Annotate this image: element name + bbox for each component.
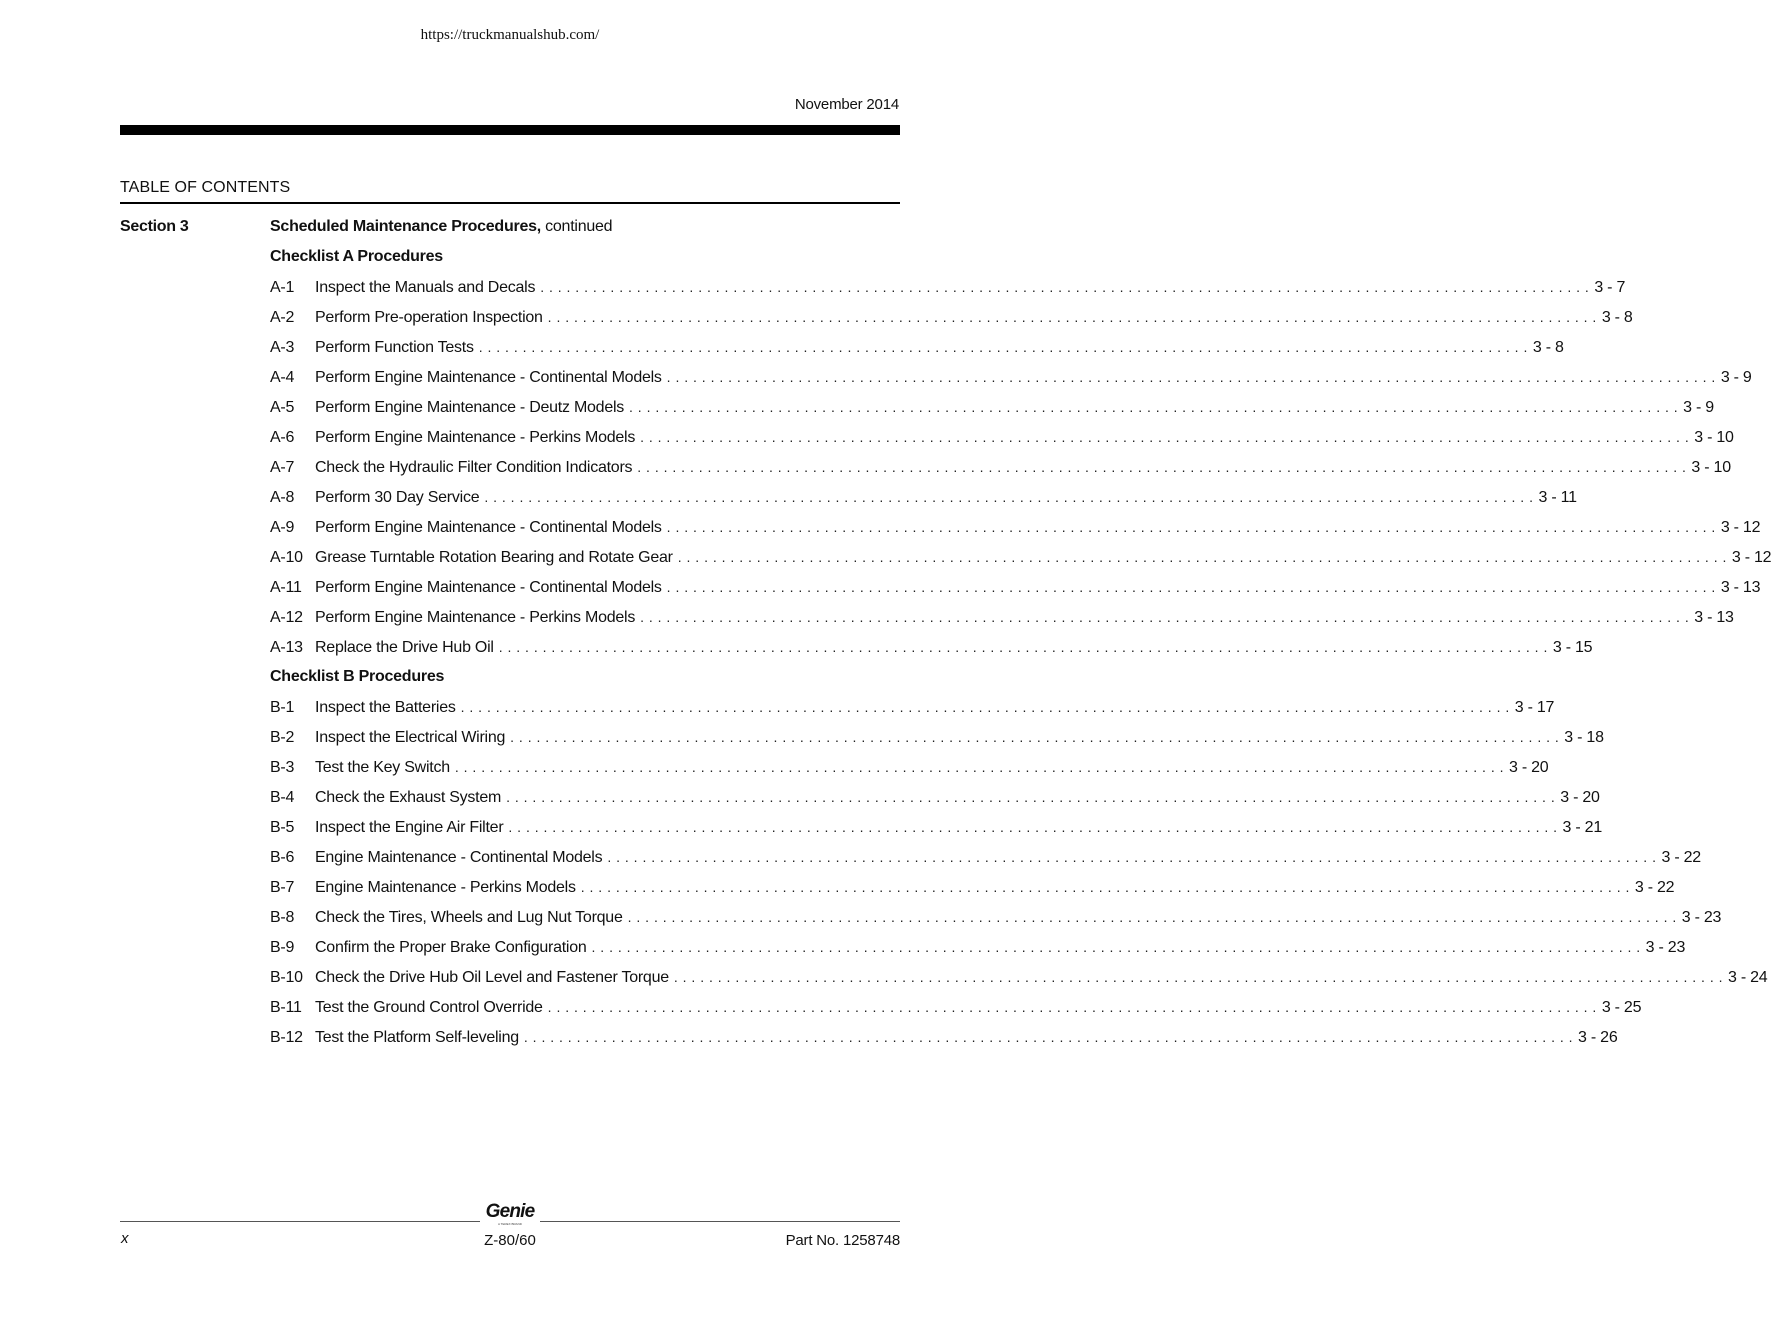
entry-code: A-2 xyxy=(270,309,295,326)
entry-code: B-11 xyxy=(270,999,302,1016)
entry-code: A-6 xyxy=(270,429,295,446)
toc-entry[interactable] xyxy=(270,722,1604,752)
toc-entry[interactable] xyxy=(270,842,1701,872)
toc-entry[interactable] xyxy=(270,512,1761,542)
entry-page: 3 - 25 xyxy=(1601,999,1642,1016)
entry-title: Perform Function Tests xyxy=(315,339,474,356)
toc-entry[interactable] xyxy=(270,962,1768,992)
entry-page: 3 - 12 xyxy=(1720,519,1761,536)
entry-title: Perform Engine Maintenance - Perkins Models xyxy=(315,429,636,446)
toc-heading: TABLE OF CONTENTS xyxy=(120,179,291,196)
dot-leader: . . . . . . . . . . . . . . . . . . . . . . . . . . . . . . . . . . . . . . . . . . . . . . . . . . . . . . . . . . . . . . . . . . . . . . . . . . . . . . . . . . . . . . . . . . . . . . . . . . . . . . . . . . . . . . . . . . . . . . . . xyxy=(498,639,1548,655)
dot-leader: . . . . . . . . . . . . . . . . . . . . . . . . . . . . . . . . . . . . . . . . . . . . . . . . . . . . . . . . . . . . . . . . . . . . . . . . . . . . . . . . . . . . . . . . . . . . . . . . . . . . . . . . . . . . . . . . . . . . . . . . xyxy=(508,819,1558,835)
entry-page: 3 - 11 xyxy=(1538,489,1577,506)
dot-leader: . . . . . . . . . . . . . . . . . . . . . . . . . . . . . . . . . . . . . . . . . . . . . . . . . . . . . . . . . . . . . . . . . . . . . . . . . . . . . . . . . . . . . . . . . . . . . . . . . . . . . . . . . . . . . . . . . . . . . . . . xyxy=(640,609,1690,625)
entry-title: Check the Exhaust System xyxy=(315,789,502,806)
dot-leader: . . . . . . . . . . . . . . . . . . . . . . . . . . . . . . . . . . . . . . . . . . . . . . . . . . . . . . . . . . . . . . . . . . . . . . . . . . . . . . . . . . . . . . . . . . . . . . . . . . . . . . . . . . . . . . . . . . . . . . . . xyxy=(506,789,1556,805)
entry-page: 3 - 7 xyxy=(1594,279,1626,296)
entry-page: 3 - 24 xyxy=(1728,969,1768,986)
entry-page: 3 - 9 xyxy=(1683,399,1714,416)
page-number: x xyxy=(121,1230,129,1247)
entry-title: Replace the Drive Hub Oil xyxy=(315,639,494,656)
entry-code: B-5 xyxy=(270,819,295,836)
dot-leader: . . . . . . . . . . . . . . . . . . . . . . . . . . . . . . . . . . . . . . . . . . . . . . . . . . . . . . . . . . . . . . . . . . . . . . . . . . . . . . . . . . . . . . . . . . . . . . . . . . . . . . . . . . . . . . . . . . . . . . . . xyxy=(547,999,1597,1015)
entry-page: 3 - 10 xyxy=(1694,429,1734,446)
entry-page: 3 - 13 xyxy=(1694,609,1734,626)
entry-title: Perform Engine Maintenance - Continental Models xyxy=(315,369,662,386)
entry-page: 3 - 18 xyxy=(1564,729,1604,746)
entry-code: A-11 xyxy=(270,579,302,596)
footer-rule-left xyxy=(120,1221,480,1222)
source-url: https://truckmanualshub.com/ xyxy=(420,27,600,43)
header-bar xyxy=(120,125,900,135)
entry-title: Inspect the Engine Air Filter xyxy=(315,819,504,836)
entry-page: 3 - 15 xyxy=(1552,639,1593,656)
entry-title: Check the Drive Hub Oil Level and Fastener Torque xyxy=(315,969,669,986)
dot-leader: . . . . . . . . . . . . . . . . . . . . . . . . . . . . . . . . . . . . . . . . . . . . . . . . . . . . . . . . . . . . . . . . . . . . . . . . . . . . . . . . . . . . . . . . . . . . . . . . . . . . . . . . . . . . . . . . . . . . . . . . xyxy=(510,729,1560,745)
toc-entry[interactable] xyxy=(270,302,1633,332)
entry-code: A-13 xyxy=(270,639,303,656)
entry-title: Engine Maintenance - Perkins Models xyxy=(315,879,576,896)
entry-page: 3 - 23 xyxy=(1681,909,1722,926)
toc-entry[interactable] xyxy=(270,572,1761,602)
entry-code: A-9 xyxy=(270,519,295,536)
entry-page: 3 - 20 xyxy=(1560,789,1600,806)
entry-title: Check the Tires, Wheels and Lug Nut Torque xyxy=(315,909,623,926)
entry-page: 3 - 22 xyxy=(1661,849,1701,866)
publication-date: November 2014 xyxy=(794,96,899,113)
dot-leader: . . . . . . . . . . . . . . . . . . . . . . . . . . . . . . . . . . . . . . . . . . . . . . . . . . . . . . . . . . . . . . . . . . . . . . . . . . . . . . . . . . . . . . . . . . . . . . . . . . . . . . . . . . . . . . . . . . . . . . . . xyxy=(627,909,1677,925)
entry-title: Test the Key Switch xyxy=(315,759,450,776)
entry-code: B-9 xyxy=(270,939,295,956)
genie-logo xyxy=(480,1202,540,1226)
dot-leader: . . . . . . . . . . . . . . . . . . . . . . . . . . . . . . . . . . . . . . . . . . . . . . . . . . . . . . . . . . . . . . . . . . . . . . . . . . . . . . . . . . . . . . . . . . . . . . . . . . . . . . . . . . . . . . . . . . . . . . . . xyxy=(460,699,1510,715)
entry-page: 3 - 8 xyxy=(1532,339,1564,356)
toc-entry[interactable] xyxy=(270,602,1734,632)
dot-leader: . . . . . . . . . . . . . . . . . . . . . . . . . . . . . . . . . . . . . . . . . . . . . . . . . . . . . . . . . . . . . . . . . . . . . . . . . . . . . . . . . . . . . . . . . . . . . . . . . . . . . . . . . . . . . . . . . . . . . . . . xyxy=(523,1029,1574,1045)
entry-page: 3 - 22 xyxy=(1634,879,1675,896)
toc-divider xyxy=(120,202,900,204)
dot-leader: . . . . . . . . . . . . . . . . . . . . . . . . . . . . . . . . . . . . . . . . . . . . . . . . . . . . . . . . . . . . . . . . . . . . . . . . . . . . . . . . . . . . . . . . . . . . . . . . . . . . . . . . . . . . . . . . . . . . . . . . xyxy=(640,429,1690,445)
entry-page: 3 - 9 xyxy=(1720,369,1752,386)
toc-entry[interactable] xyxy=(270,992,1642,1022)
entry-code: B-2 xyxy=(270,729,295,746)
section-title: Scheduled Maintenance Procedures, xyxy=(270,218,541,235)
entry-code: B-12 xyxy=(270,1029,303,1046)
toc-entry[interactable] xyxy=(270,542,1771,572)
entry-code: B-6 xyxy=(270,849,295,866)
entry-code: A-1 xyxy=(270,279,295,296)
entry-code: A-10 xyxy=(270,549,303,566)
dot-leader: . . . . . . . . . . . . . . . . . . . . . . . . . . . . . . . . . . . . . . . . . . . . . . . . . . . . . . . . . . . . . . . . . . . . . . . . . . . . . . . . . . . . . . . . . . . . . . . . . . . . . . . . . . . . . . . . . . . . . . . . xyxy=(677,549,1727,565)
footer-rule-right xyxy=(540,1221,900,1222)
dot-leader: . . . . . . . . . . . . . . . . . . . . . . . . . . . . . . . . . . . . . . . . . . . . . . . . . . . . . . . . . . . . . . . . . . . . . . . . . . . . . . . . . . . . . . . . . . . . . . . . . . . . . . . . . . . . . . . . . . . . . . . . xyxy=(666,519,1716,535)
toc-groups xyxy=(270,242,1771,1052)
entry-page: 3 - 17 xyxy=(1514,699,1555,716)
dot-leader: . . . . . . . . . . . . . . . . . . . . . . . . . . . . . . . . . . . . . . . . . . . . . . . . . . . . . . . . . . . . . . . . . . . . . . . . . . . . . . . . . . . . . . . . . . . . . . . . . . . . . . . . . . . . . . . . . . . . . . . . xyxy=(580,879,1630,895)
entry-title: Grease Turntable Rotation Bearing and Rotate Gear xyxy=(315,549,673,566)
entry-title: Perform Pre-operation Inspection xyxy=(315,309,543,326)
entry-code: B-3 xyxy=(270,759,295,776)
entry-title: Inspect the Manuals and Decals xyxy=(315,279,536,296)
entry-title: Engine Maintenance - Continental Models xyxy=(315,849,603,866)
toc-entry[interactable] xyxy=(270,422,1734,452)
entry-code: B-10 xyxy=(270,969,303,986)
entry-title: Perform Engine Maintenance - Deutz Models xyxy=(315,399,625,416)
entry-title: Inspect the Batteries xyxy=(315,699,456,716)
toc-entry[interactable] xyxy=(270,272,1626,302)
dot-leader: . . . . . . . . . . . . . . . . . . . . . . . . . . . . . . . . . . . . . . . . . . . . . . . . . . . . . . . . . . . . . . . . . . . . . . . . . . . . . . . . . . . . . . . . . . . . . . . . . . . . . . . . . . . . . . . . . . . . . . . . xyxy=(484,489,1534,505)
entry-title: Perform Engine Maintenance - Continental Models xyxy=(315,579,662,596)
entry-page: 3 - 21 xyxy=(1562,819,1602,836)
entry-page: 3 - 8 xyxy=(1601,309,1633,326)
toc-entry[interactable] xyxy=(270,782,1600,812)
entry-code: A-8 xyxy=(270,489,295,506)
dot-leader: . . . . . . . . . . . . . . . . . . . . . . . . . . . . . . . . . . . . . . . . . . . . . . . . . . . . . . . . . . . . . . . . . . . . . . . . . . . . . . . . . . . . . . . . . . . . . . . . . . . . . . . . . . . . . . . . . . . . . . . . xyxy=(547,309,1597,325)
entry-title: Perform Engine Maintenance - Perkins Models xyxy=(315,609,636,626)
checklist-heading: Checklist A Procedures xyxy=(270,248,443,265)
toc-entry[interactable] xyxy=(270,452,1731,482)
toc-entry[interactable] xyxy=(270,332,1564,362)
entry-code: A-3 xyxy=(270,339,295,356)
toc-entry[interactable] xyxy=(270,752,1549,782)
entry-page: 3 - 10 xyxy=(1691,459,1731,476)
entry-code: A-5 xyxy=(270,399,295,416)
entry-title: Inspect the Electrical Wiring xyxy=(315,729,506,746)
entry-code: B-4 xyxy=(270,789,295,806)
toc-content xyxy=(270,212,1771,1052)
checklist-heading: Checklist B Procedures xyxy=(270,668,445,685)
toc-entry[interactable] xyxy=(270,632,1593,662)
entry-title: Perform 30 Day Service xyxy=(315,489,480,506)
toc-entry[interactable] xyxy=(270,902,1722,932)
entry-title: Test the Platform Self-leveling xyxy=(315,1029,519,1046)
entry-code: B-1 xyxy=(270,699,295,716)
logo-wordmark: Genie xyxy=(485,1201,535,1222)
section-continued: continued xyxy=(540,218,613,235)
toc-entry[interactable] xyxy=(270,872,1675,902)
dot-leader: . . . . . . . . . . . . . . . . . . . . . . . . . . . . . . . . . . . . . . . . . . . . . . . . . . . . . . . . . . . . . . . . . . . . . . . . . . . . . . . . . . . . . . . . . . . . . . . . . . . . . . . . . . . . . . . . . . . . . . . . xyxy=(666,369,1716,385)
dot-leader: . . . . . . . . . . . . . . . . . . . . . . . . . . . . . . . . . . . . . . . . . . . . . . . . . . . . . . . . . . . . . . . . . . . . . . . . . . . . . . . . . . . . . . . . . . . . . . . . . . . . . . . . . . . . . . . . . . . . . . . . xyxy=(454,759,1505,775)
entry-title: Confirm the Proper Brake Configuration xyxy=(315,939,587,956)
entry-title: Test the Ground Control Override xyxy=(315,999,543,1016)
toc-entry[interactable] xyxy=(270,482,1577,512)
toc-entry[interactable] xyxy=(270,932,1686,962)
dot-leader: . . . . . . . . . . . . . . . . . . . . . . . . . . . . . . . . . . . . . . . . . . . . . . . . . . . . . . . . . . . . . . . . . . . . . . . . . . . . . . . . . . . . . . . . . . . . . . . . . . . . . . . . . . . . . . . . . . . . . . . . xyxy=(666,579,1716,595)
entry-page: 3 - 23 xyxy=(1645,939,1686,956)
entry-code: A-4 xyxy=(270,369,295,386)
entry-title: Check the Hydraulic Filter Condition Indicators xyxy=(315,459,633,476)
entry-page: 3 - 13 xyxy=(1720,579,1761,596)
entry-code: B-8 xyxy=(270,909,295,926)
entry-code: B-7 xyxy=(270,879,295,896)
entry-code: A-7 xyxy=(270,459,295,476)
dot-leader: . . . . . . . . . . . . . . . . . . . . . . . . . . . . . . . . . . . . . . . . . . . . . . . . . . . . . . . . . . . . . . . . . . . . . . . . . . . . . . . . . . . . . . . . . . . . . . . . . . . . . . . . . . . . . . . . . . . . . . . . xyxy=(591,939,1641,955)
toc-entry[interactable] xyxy=(270,362,1752,392)
dot-leader: . . . . . . . . . . . . . . . . . . . . . . . . . . . . . . . . . . . . . . . . . . . . . . . . . . . . . . . . . . . . . . . . . . . . . . . . . . . . . . . . . . . . . . . . . . . . . . . . . . . . . . . . . . . . . . . . . . . . . . . . xyxy=(607,849,1657,865)
dot-leader: . . . . . . . . . . . . . . . . . . . . . . . . . . . . . . . . . . . . . . . . . . . . . . . . . . . . . . . . . . . . . . . . . . . . . . . . . . . . . . . . . . . . . . . . . . . . . . . . . . . . . . . . . . . . . . . . . . . . . . . . xyxy=(637,459,1687,475)
dot-leader: . . . . . . . . . . . . . . . . . . . . . . . . . . . . . . . . . . . . . . . . . . . . . . . . . . . . . . . . . . . . . . . . . . . . . . . . . . . . . . . . . . . . . . . . . . . . . . . . . . . . . . . . . . . . . . . . . . . . . . . . xyxy=(673,969,1724,985)
model-number: Z-80/60 xyxy=(484,1232,536,1249)
entry-code: A-12 xyxy=(270,609,303,626)
dot-leader: . . . . . . . . . . . . . . . . . . . . . . . . . . . . . . . . . . . . . . . . . . . . . . . . . . . . . . . . . . . . . . . . . . . . . . . . . . . . . . . . . . . . . . . . . . . . . . . . . . . . . . . . . . . . . . . . . . . . . . . . xyxy=(540,279,1590,295)
toc-entry[interactable] xyxy=(270,392,1714,422)
dot-leader: . . . . . . . . . . . . . . . . . . . . . . . . . . . . . . . . . . . . . . . . . . . . . . . . . . . . . . . . . . . . . . . . . . . . . . . . . . . . . . . . . . . . . . . . . . . . . . . . . . . . . . . . . . . . . . . . . . . . . . . . xyxy=(629,399,1679,415)
part-number: Part No. 1258748 xyxy=(785,1232,900,1249)
entry-page: 3 - 20 xyxy=(1509,759,1549,776)
entry-page: 3 - 12 xyxy=(1731,549,1771,566)
dot-leader: . . . . . . . . . . . . . . . . . . . . . . . . . . . . . . . . . . . . . . . . . . . . . . . . . . . . . . . . . . . . . . . . . . . . . . . . . . . . . . . . . . . . . . . . . . . . . . . . . . . . . . . . . . . . . . . . . . . . . . . . xyxy=(478,339,1528,355)
section-title-line xyxy=(270,212,900,242)
toc-entry[interactable] xyxy=(270,812,1602,842)
entry-title: Perform Engine Maintenance - Continental Models xyxy=(315,519,662,536)
section-label: Section 3 xyxy=(120,218,189,235)
toc-entry[interactable] xyxy=(270,692,1555,722)
logo-tagline: A TEREX BRAND xyxy=(498,1222,522,1226)
entry-page: 3 - 26 xyxy=(1578,1029,1618,1046)
toc-entry[interactable] xyxy=(270,1022,1618,1052)
